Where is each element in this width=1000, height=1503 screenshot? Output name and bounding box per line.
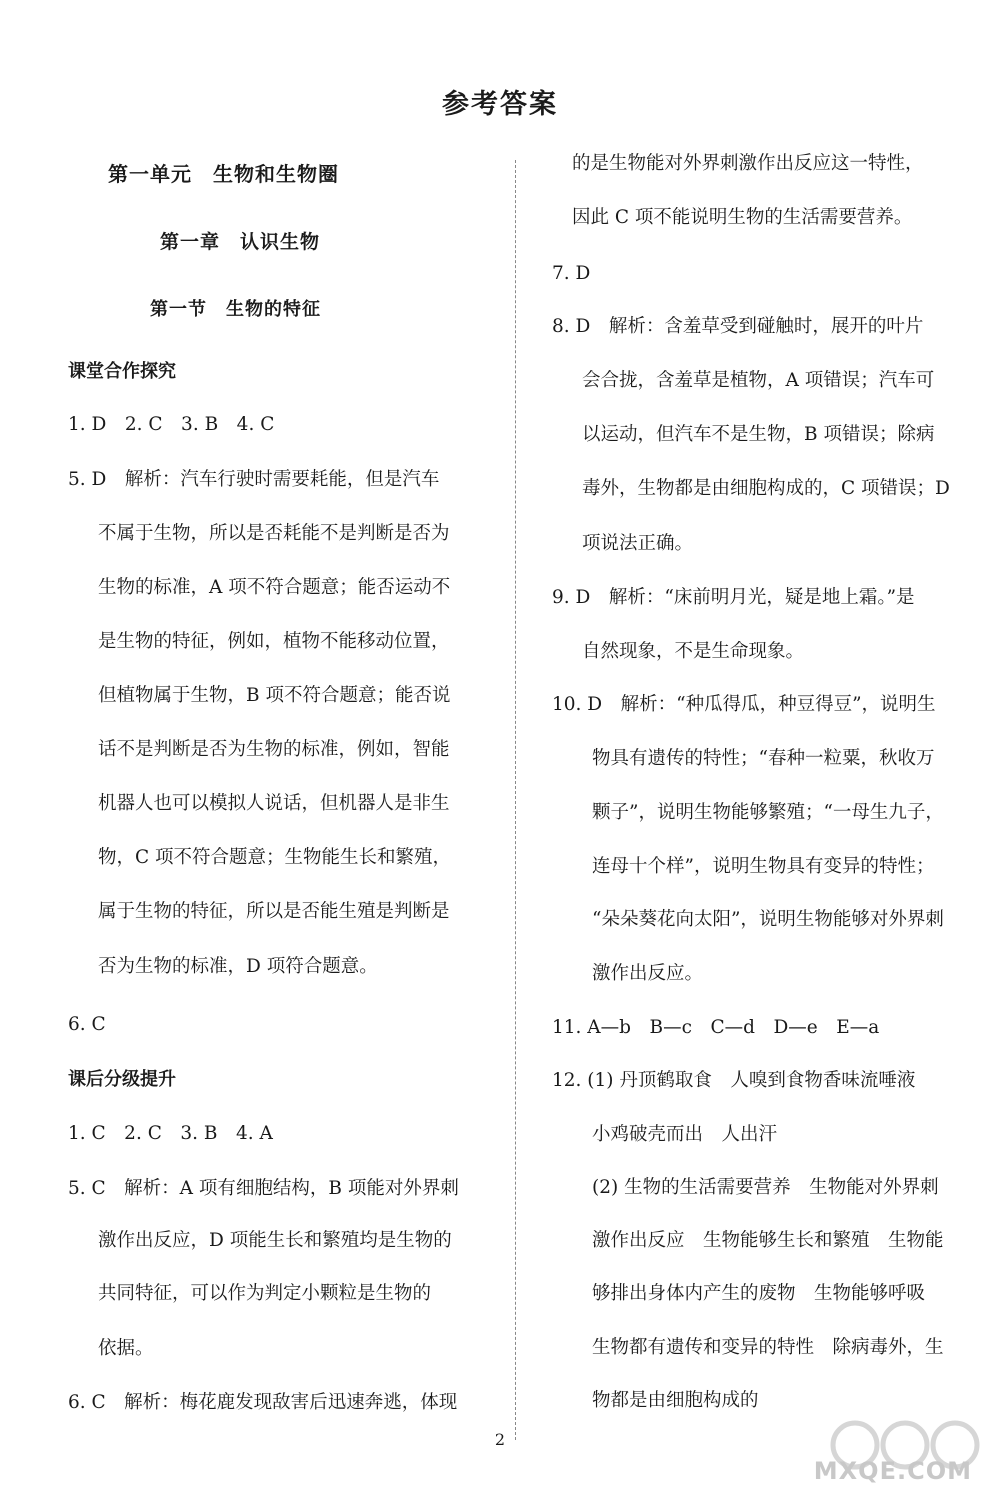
watermark-text: MXQE.COM xyxy=(813,1457,972,1485)
section-heading: 第一节 生物的特征 xyxy=(150,299,321,320)
answer-line: 1. D 2. C 3. B 4. C xyxy=(68,414,275,435)
answer-line: 12. (1) 丹顶鹤取食 人嗅到食物香味流唾液 xyxy=(552,1070,916,1091)
answer-line: 11. A—b B—c C—d D—e E—a xyxy=(552,1017,880,1038)
answer-line: 因此 C 项不能说明生物的生活需要营养。 xyxy=(572,207,913,228)
answer-line: 是生物的特征，例如，植物不能移动位置， xyxy=(98,631,450,652)
answer-line: 属于生物的特征，所以是否能生殖是判断是 xyxy=(98,901,450,922)
answer-line: 小鸡破壳而出 人出汗 xyxy=(592,1124,778,1145)
answer-line: 6. C 解析：梅花鹿发现敌害后迅速奔逃，体现 xyxy=(68,1392,458,1413)
answer-line: 5. C 解析：A 项有细胞结构，B 项能对外界刺 xyxy=(68,1178,459,1199)
answer-line: 够排出身体内产生的废物 生物能够呼吸 xyxy=(592,1283,926,1304)
answer-line: 机器人也可以模拟人说话，但机器人是非生 xyxy=(98,793,450,814)
answer-line: 9. D 解析：“床前明月光，疑是地上霜。”是 xyxy=(552,587,915,608)
page-number: 2 xyxy=(494,1430,506,1449)
unit-heading: 第一单元 生物和生物圈 xyxy=(108,162,339,186)
answer-line: 1. C 2. C 3. B 4. A xyxy=(68,1123,273,1144)
answer-line: 否为生物的标准，D 项符合题意。 xyxy=(98,956,378,977)
answer-line: 但植物属于生物，B 项不符合题意；能否说 xyxy=(98,685,451,706)
answer-line: 激作出反应，D 项能生长和繁殖均是生物的 xyxy=(98,1230,452,1251)
answer-line: 10. D 解析：“种瓜得瓜，种豆得豆”，说明生 xyxy=(552,694,936,715)
answer-line: 颗子”，说明生物能够繁殖；“一母生九子， xyxy=(592,802,944,823)
chapter-heading: 第一章 认识生物 xyxy=(160,231,321,253)
answer-line: 生物的标准，A 项不符合题意；能否运动不 xyxy=(98,577,451,598)
page-title: 参考答案 xyxy=(442,89,558,120)
answer-line: 激作出反应 生物能够生长和繁殖 生物能 xyxy=(592,1230,944,1251)
answer-line: 以运动，但汽车不是生物，B 项错误；除病 xyxy=(582,424,935,445)
answer-line: 自然现象，不是生命现象。 xyxy=(582,641,805,662)
answer-line: 共同特征，可以作为判定小颗粒是生物的 xyxy=(98,1283,432,1304)
answer-line: 6. C xyxy=(68,1014,106,1035)
answer-line: 5. D 解析：汽车行驶时需要耗能，但是汽车 xyxy=(68,469,440,490)
part-heading-homework: 课后分级提升 xyxy=(68,1069,176,1090)
answer-line: 8. D 解析：含羞草受到碰触时，展开的叶片 xyxy=(552,316,924,337)
answer-line: 毒外，生物都是由细胞构成的，C 项错误；D xyxy=(582,478,950,499)
answer-line: 连母十个样”，说明生物具有变异的特性； xyxy=(592,856,935,877)
answer-line: 激作出反应。 xyxy=(592,963,704,984)
answer-line: 依据。 xyxy=(98,1338,154,1359)
answer-line: 会合拢，含羞草是植物，A 项错误；汽车可 xyxy=(582,370,935,391)
answer-line: 物具有遗传的特性；“春种一粒粟，秋收万 xyxy=(592,748,935,769)
part-heading-classroom: 课堂合作探究 xyxy=(68,361,176,382)
answer-line: 物，C 项不符合题意；生物能生长和繁殖， xyxy=(98,847,452,868)
answer-line: 的是生物能对外界刺激作出反应这一特性， xyxy=(572,153,924,174)
answer-line: 话不是判断是否为生物的标准，例如，智能 xyxy=(98,739,450,760)
watermark-logo xyxy=(813,1415,990,1495)
answer-line: (2) 生物的生活需要营养 生物能对外界刺 xyxy=(592,1177,939,1198)
answer-line: 7. D xyxy=(552,263,591,284)
answer-line: 不属于生物，所以是否耗能不是判断是否为 xyxy=(98,523,450,544)
answer-line: 项说法正确。 xyxy=(582,533,694,554)
answer-line: 物都是由细胞构成的 xyxy=(592,1390,759,1411)
answer-line: “朵朵葵花向太阳”，说明生物能够对外界刺 xyxy=(592,909,944,930)
answer-line: 生物都有遗传和变异的特性 除病毒外，生 xyxy=(592,1337,944,1358)
column-divider xyxy=(515,160,516,1440)
